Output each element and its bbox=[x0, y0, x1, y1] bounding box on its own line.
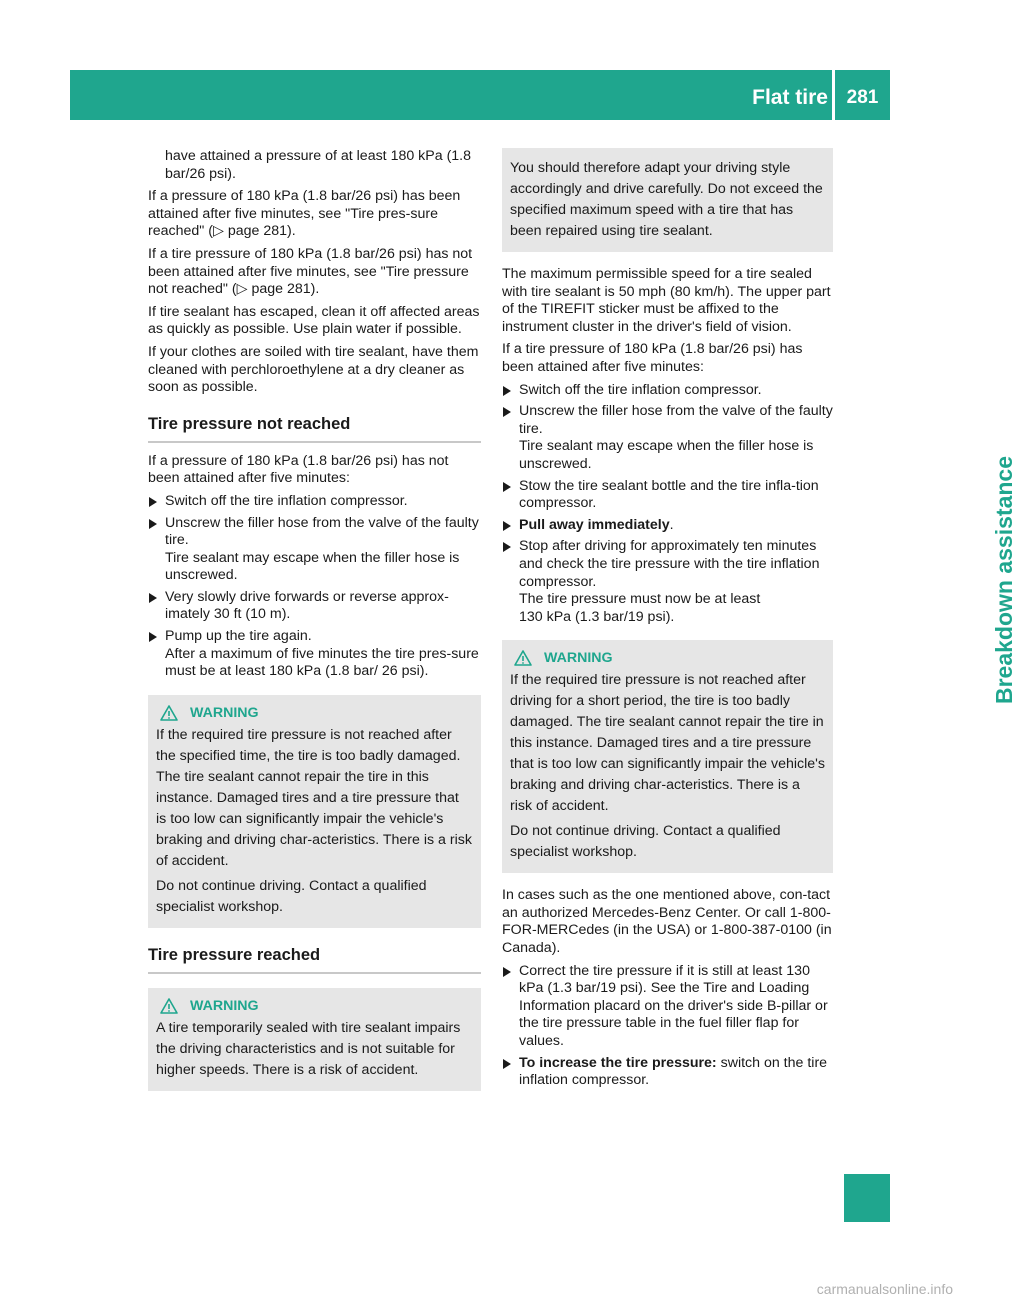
list-item bbox=[148, 589, 481, 624]
info-text: You should therefore adapt your driving style accordingly and drive carefully. Do not exceed the specified maximum speed with a tire that has been repaired using tire sealant. bbox=[510, 160, 823, 239]
page-number: 281 bbox=[846, 87, 879, 108]
bullet-arrow-icon bbox=[503, 482, 511, 492]
list-item-text: Very slowly drive forwards or reverse approx-imately 30 ft (10 m). bbox=[165, 588, 449, 623]
list-item-text: Unscrew the filler hose from the valve of the faulty tire. bbox=[165, 514, 479, 549]
heading-tire-pressure-reached: Tire pressure reached bbox=[148, 946, 481, 974]
list-item-text: Correct the tire pressure if it is still at least 130 kPa (1.3 bar/19 psi). See the Tire and Loading Information placard on the driver's side B-pillar or the tire pressure table in the fuel filler flap for values. bbox=[519, 962, 828, 1050]
bullet-arrow-icon bbox=[503, 386, 511, 396]
warning-header bbox=[156, 998, 473, 1014]
bullet-arrow-icon bbox=[149, 593, 157, 603]
warning-title: WARNING bbox=[544, 650, 613, 667]
list-item-text bbox=[519, 517, 833, 535]
bold-text: To increase the tire pressure: bbox=[519, 1054, 717, 1071]
bullet-arrow-icon bbox=[149, 497, 157, 507]
right-column bbox=[502, 148, 833, 1094]
list-item-text bbox=[519, 1055, 833, 1090]
list-item bbox=[502, 403, 833, 473]
list-item-text: Pump up the tire again. bbox=[165, 628, 312, 645]
list-item bbox=[148, 493, 481, 511]
paragraph: If your clothes are soiled with tire sealant, have them cleaned with perchloroethylene at a dry cleaner as soon as possible. bbox=[148, 343, 479, 396]
warning-text: Do not continue driving. Contact a qualified specialist workshop. bbox=[510, 823, 781, 861]
bullet-arrow-icon bbox=[503, 542, 511, 552]
warning-box bbox=[148, 988, 481, 1091]
paragraph: In cases such as the one mentioned above, con-tact an authorized Mercedes-Benz Center. Or call 1-800-FOR-MERCedes (in the USA) or 1-800-387-0100 (in Canada). bbox=[502, 887, 832, 957]
list-item-text: Stop after driving for approximately ten minutes and check the tire pressure with the tire inflation compressor. bbox=[519, 538, 820, 590]
warning-title: WARNING bbox=[190, 997, 259, 1014]
list-item-note: Tire sealant may escape when the filler hose is unscrewed. bbox=[519, 438, 814, 472]
bullet-arrow-icon bbox=[503, 407, 511, 417]
heading-tire-pressure-not-reached: Tire pressure not reached bbox=[148, 415, 481, 443]
list-item bbox=[502, 963, 833, 1051]
bullet-arrow-icon bbox=[503, 521, 511, 531]
section-title: Flat tire bbox=[752, 86, 828, 109]
list-item bbox=[502, 382, 833, 400]
paragraph: If a tire pressure of 180 kPa (1.8 bar/26 psi) has been attained after five minutes: bbox=[502, 341, 803, 375]
warning-text: A tire temporarily sealed with tire sealant impairs the driving characteristics and is not suitable for higher speeds. There is a risk of accident. bbox=[156, 1019, 461, 1078]
warning-text: If the required tire pressure is not reached after driving for a short period, the tire is too badly damaged. The tire sealant cannot repair the tire in this instance. Damaged tires and a tire pressure that is too low can significantly impair the vehicle's braking and driving char-acteristics. There is a risk of accident. bbox=[510, 672, 825, 815]
list-item bbox=[502, 517, 833, 535]
text: . bbox=[669, 516, 674, 533]
bullet-arrow-icon bbox=[503, 967, 511, 977]
paragraph: have attained a pressure of at least 180 kPa (1.8 bar/26 psi). bbox=[165, 148, 472, 182]
warning-header bbox=[510, 650, 825, 666]
left-column bbox=[148, 148, 481, 1105]
list-item-text: Unscrew the filler hose from the valve of the faulty tire. bbox=[519, 403, 833, 437]
paragraph: If tire sealant has escaped, clean it off affected areas as quickly as possible. Use plain water if possible. bbox=[148, 303, 480, 338]
paragraph: The maximum permissible speed for a tire sealed with tire sealant is 50 mph (80 km/h). The upper part of the TIREFIT sticker must be affixed to the instrument cluster in the driver's field of vision. bbox=[502, 266, 831, 335]
list-item bbox=[502, 538, 833, 626]
list-item bbox=[502, 478, 833, 513]
list-item-text: Stow the tire sealant bottle and the tire infla-tion compressor. bbox=[519, 477, 819, 512]
warning-box bbox=[502, 640, 833, 873]
list-item-text: Switch off the tire inflation compressor. bbox=[165, 492, 408, 509]
paragraph: If a pressure of 180 kPa (1.8 bar/26 psi) has been attained after five minutes, see "Tire pres-sure reached" (▷ page 281). bbox=[148, 188, 461, 240]
bullet-arrow-icon bbox=[149, 519, 157, 529]
warning-box bbox=[148, 695, 481, 928]
info-box bbox=[502, 148, 833, 252]
paragraph: If a tire pressure of 180 kPa (1.8 bar/26 psi) has not been attained after five minutes, see "Tire pressure not reached" (▷ page 281). bbox=[148, 245, 473, 298]
list-item bbox=[148, 628, 481, 681]
list-item-text: Switch off the tire inflation compressor. bbox=[519, 381, 762, 398]
text: switch on the tire inflation compressor. bbox=[519, 1054, 828, 1089]
warning-triangle-icon bbox=[160, 998, 178, 1014]
bullet-arrow-icon bbox=[149, 632, 157, 642]
chapter-label: Breakdown assistance bbox=[991, 456, 1017, 705]
list-item-note: After a maximum of five minutes the tire pres-sure must be at least 180 kPa (1.8 bar/ 26 psi). bbox=[165, 645, 479, 680]
bullet-arrow-icon bbox=[503, 1059, 511, 1069]
bold-text: Pull away immediately bbox=[519, 516, 670, 533]
warning-text: Do not continue driving. Contact a qualified specialist workshop. bbox=[156, 877, 427, 915]
warning-title: WARNING bbox=[190, 704, 259, 721]
watermark-logo: carmanualsonline.info bbox=[816, 1281, 953, 1297]
chapter-tab bbox=[844, 1174, 890, 1222]
list-item-note: Tire sealant may escape when the filler hose is unscrewed. bbox=[165, 549, 460, 584]
warning-header bbox=[156, 705, 473, 721]
warning-text: If the required tire pressure is not reached after the specified time, the tire is too badly damaged. The tire sealant cannot repair the tire in this instance. Damaged tires and a tire pressure that is too low can significantly impair the vehicle's braking and driving char-acteristics. There is a risk of accident. bbox=[156, 726, 472, 869]
paragraph: If a pressure of 180 kPa (1.8 bar/26 psi) has not been attained after five minutes: bbox=[148, 452, 449, 487]
list-item bbox=[502, 1055, 833, 1090]
list-item-note: The tire pressure must now be at least bbox=[519, 591, 761, 608]
list-item-note: 130 kPa (1.3 bar/19 psi). bbox=[519, 608, 675, 625]
warning-triangle-icon bbox=[514, 650, 532, 666]
warning-triangle-icon bbox=[160, 705, 178, 721]
list-item bbox=[148, 515, 481, 585]
